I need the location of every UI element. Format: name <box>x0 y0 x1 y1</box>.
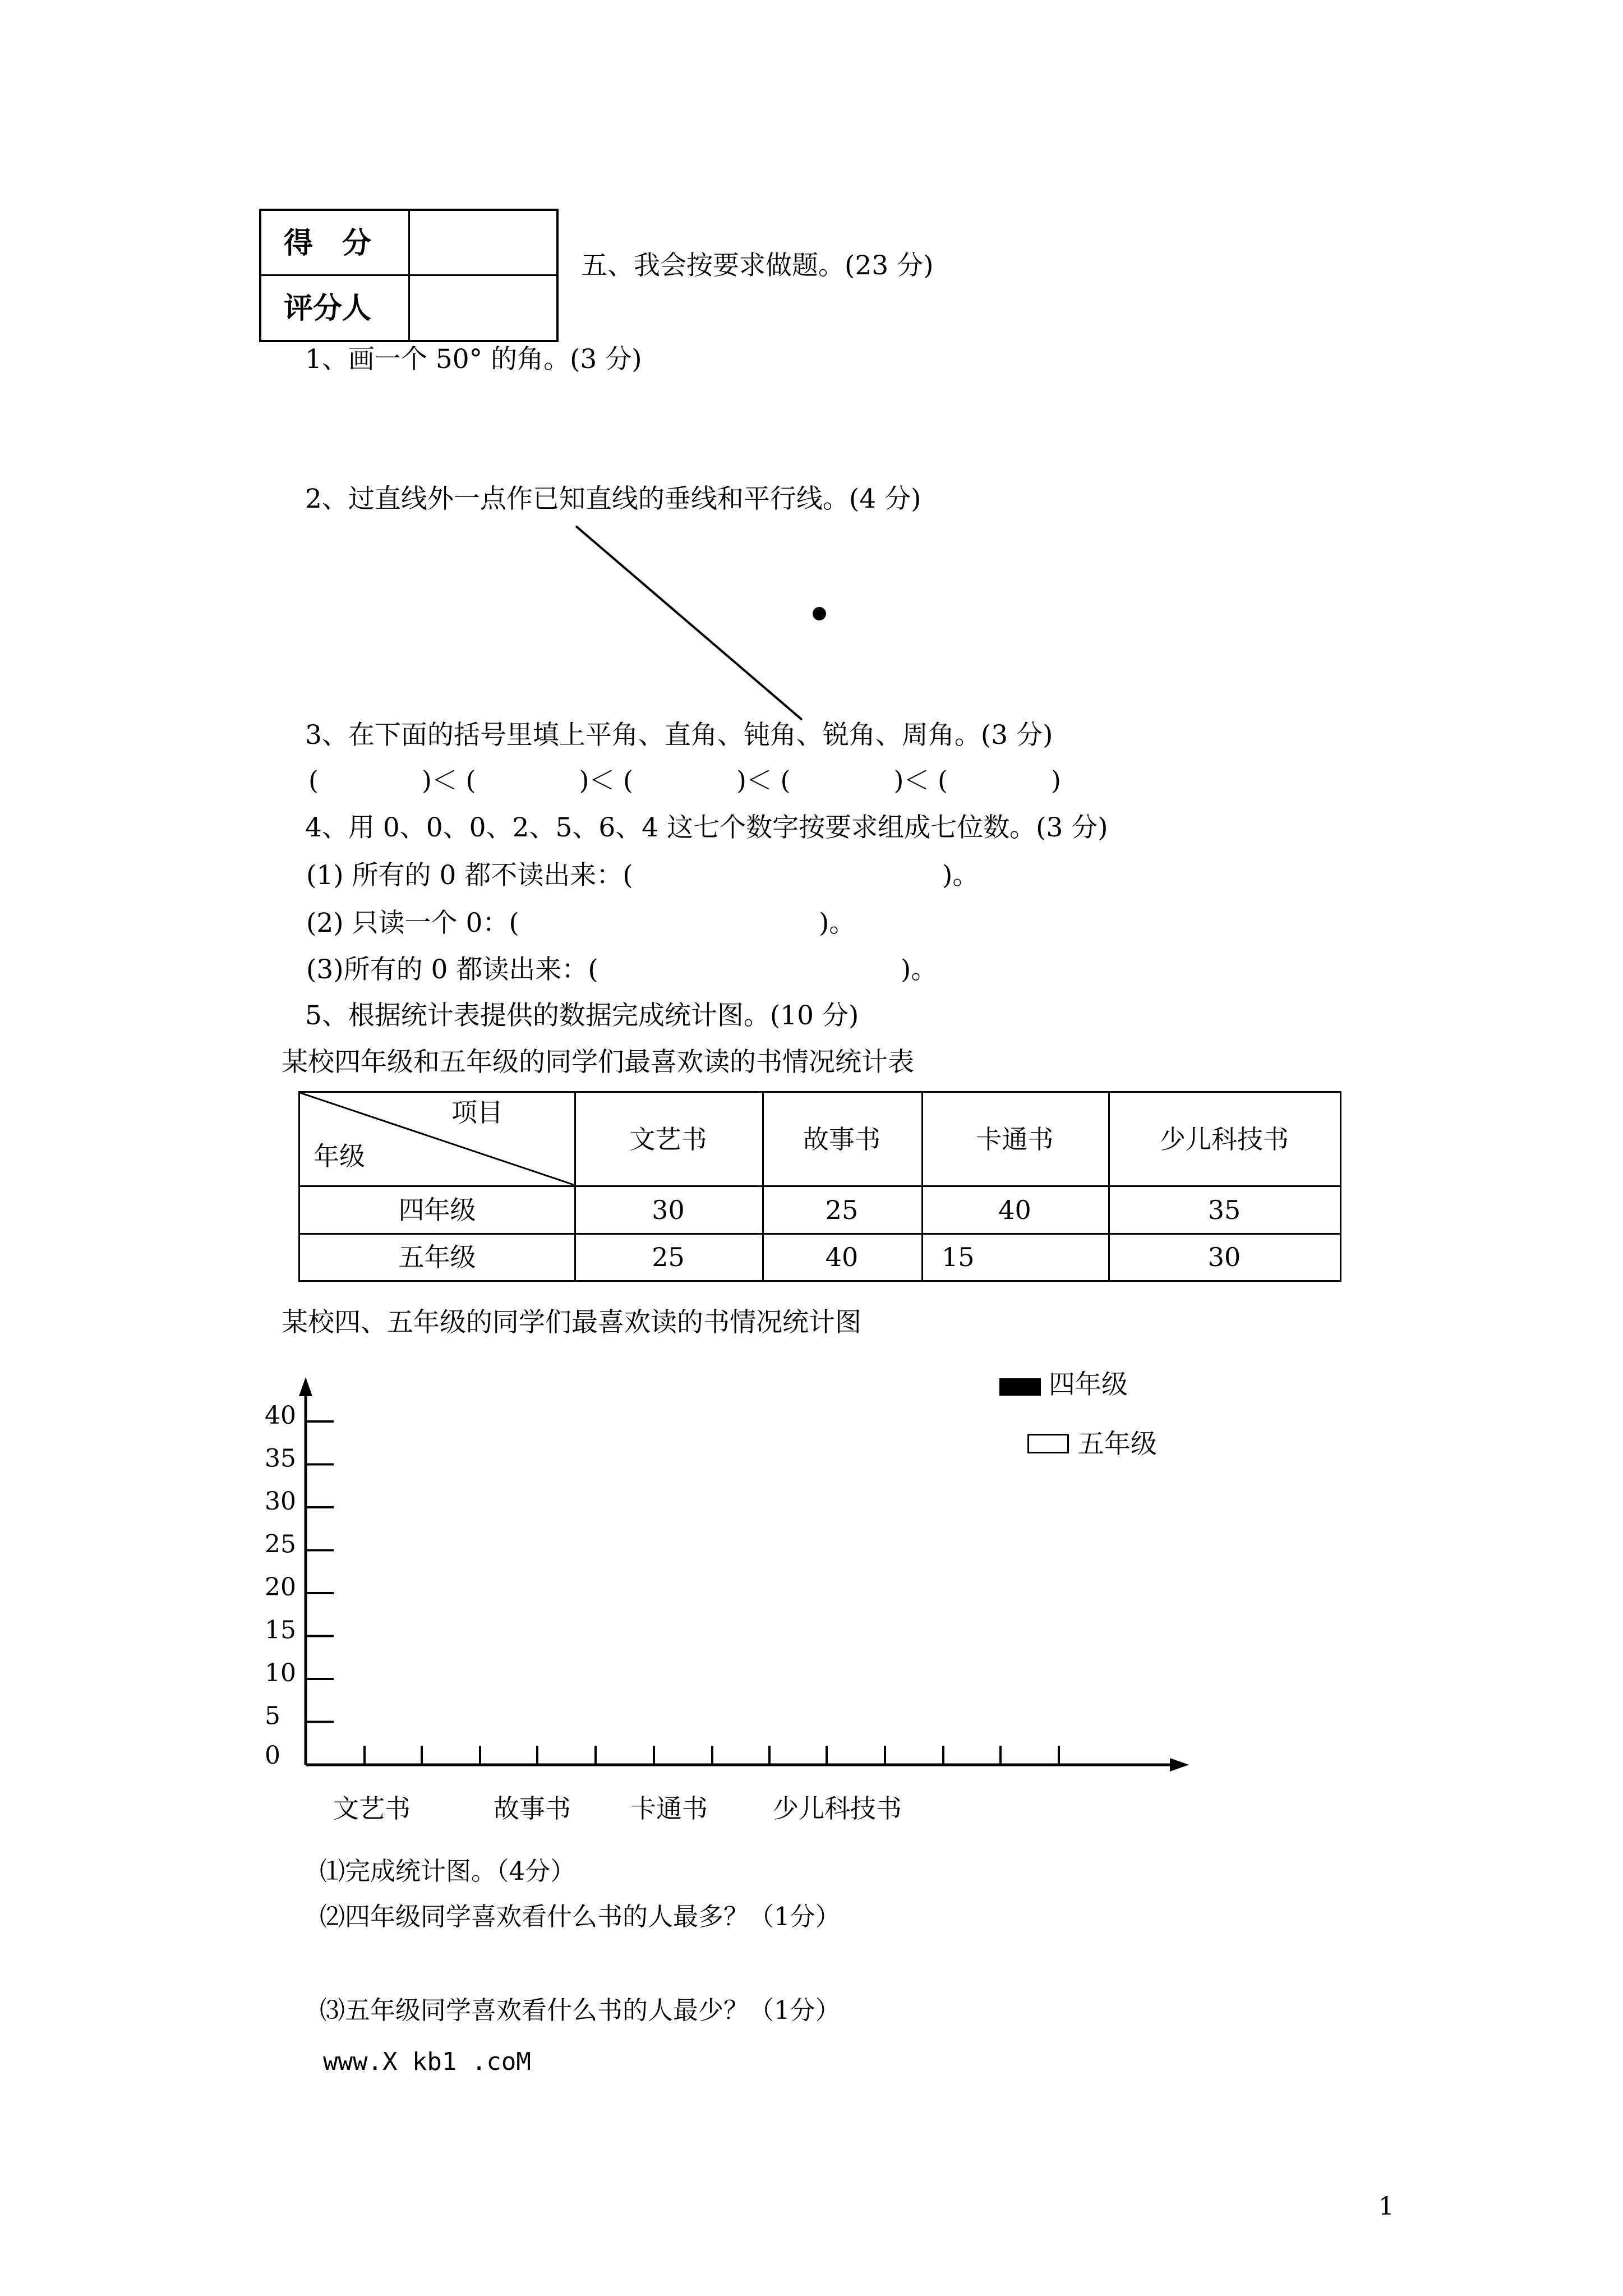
table-title: 某校四年级和五年级的同学们最喜欢读的书情况统计表 <box>282 1047 914 1078</box>
q5-text: 5、根据统计表提供的数据完成统计图。(10 分) <box>305 1000 859 1031</box>
y-tick-label: 25 <box>265 1530 296 1559</box>
q4-sub3-label: (3)所有的 0 都读出来：( <box>306 954 598 985</box>
q3-text: 3、在下面的括号里填上平角、直角、钝角、锐角、周角。(3 分) <box>305 720 1053 751</box>
col-header: 少儿科技书 <box>1160 1124 1289 1154</box>
q4-sub1-label: (1) 所有的 0 都不读出来：( <box>306 860 633 891</box>
q5-sub1: ⑴完成统计图。（4分） <box>320 1856 576 1886</box>
q1-text: 1、画一个 50° 的角。(3 分) <box>305 344 642 375</box>
row-label: 四年级 <box>398 1195 476 1225</box>
table-cell: 40 <box>998 1195 1031 1225</box>
page-number: 1 <box>1378 2192 1394 2221</box>
x-category-label: 卡通书 <box>630 1793 708 1824</box>
col-header: 故事书 <box>803 1124 880 1154</box>
chart-title: 某校四、五年级的同学们最喜欢读的书情况统计图 <box>282 1307 861 1338</box>
q4-text: 4、用 0、0、0、2、5、6、4 这七个数字按要求组成七位数。(3 分) <box>305 812 1108 843</box>
x-axis-arrow <box>1170 1758 1189 1772</box>
table-cell: 40 <box>825 1242 859 1272</box>
table-cell: 30 <box>1207 1242 1241 1272</box>
y-tick-label: 40 <box>265 1401 296 1430</box>
q4-sub3-end: )。 <box>901 954 938 985</box>
x-category-label: 文艺书 <box>333 1793 411 1824</box>
y-axis-arrow <box>299 1377 312 1396</box>
q5-sub2: ⑵四年级同学喜欢看什么书的人最多？（1分） <box>320 1902 841 1931</box>
col-header: 卡通书 <box>976 1124 1054 1154</box>
y-tick-label: 35 <box>265 1444 296 1473</box>
q2-text: 2、过直线外一点作已知直线的垂线和平行线。(4 分) <box>305 484 921 514</box>
q4-sub1-end: )。 <box>942 860 979 891</box>
header-item: 项目 <box>451 1097 503 1128</box>
legend-label-grade4: 四年级 <box>1049 1369 1128 1400</box>
footer-url[interactable]: www.X kb1 .coM <box>323 2047 531 2076</box>
q4-sub2-end: )。 <box>819 908 856 938</box>
y-tick-label: 15 <box>265 1616 296 1645</box>
x-category-label: 少儿科技书 <box>773 1793 902 1824</box>
q3-blanks[interactable]: ( )＜ ( )＜ ( )＜ ( )＜ ( ) <box>308 765 1061 795</box>
y-tick-label: 10 <box>265 1659 296 1687</box>
q5-sub3: ⑶五年级同学喜欢看什么书的人最少？（1分） <box>320 1995 841 2025</box>
legend-swatch-grade5 <box>1027 1434 1069 1453</box>
y-tick-label: 20 <box>265 1573 296 1602</box>
y-tick-label: 30 <box>265 1487 296 1516</box>
header-grade: 年级 <box>313 1141 365 1171</box>
y-tick-label: 0 <box>265 1741 280 1770</box>
row-label: 五年级 <box>398 1242 476 1272</box>
score-label: 得 分 <box>284 226 372 260</box>
section-title: 五、我会按要求做题。(23 分) <box>581 250 934 281</box>
q4-sub2-label: (2) 只读一个 0：( <box>306 908 519 938</box>
y-tick-label: 5 <box>265 1701 280 1731</box>
x-category-label: 故事书 <box>494 1793 571 1824</box>
col-header: 文艺书 <box>629 1124 707 1154</box>
legend-label-grade5: 五年级 <box>1078 1429 1157 1460</box>
table-cell: 30 <box>652 1195 685 1225</box>
table-cell: 25 <box>652 1242 685 1272</box>
table-cell: 15 <box>942 1242 975 1272</box>
grader-label: 评分人 <box>284 291 372 325</box>
legend-swatch-grade4 <box>999 1378 1041 1396</box>
table-cell: 35 <box>1207 1195 1241 1225</box>
table-cell: 25 <box>825 1195 859 1225</box>
